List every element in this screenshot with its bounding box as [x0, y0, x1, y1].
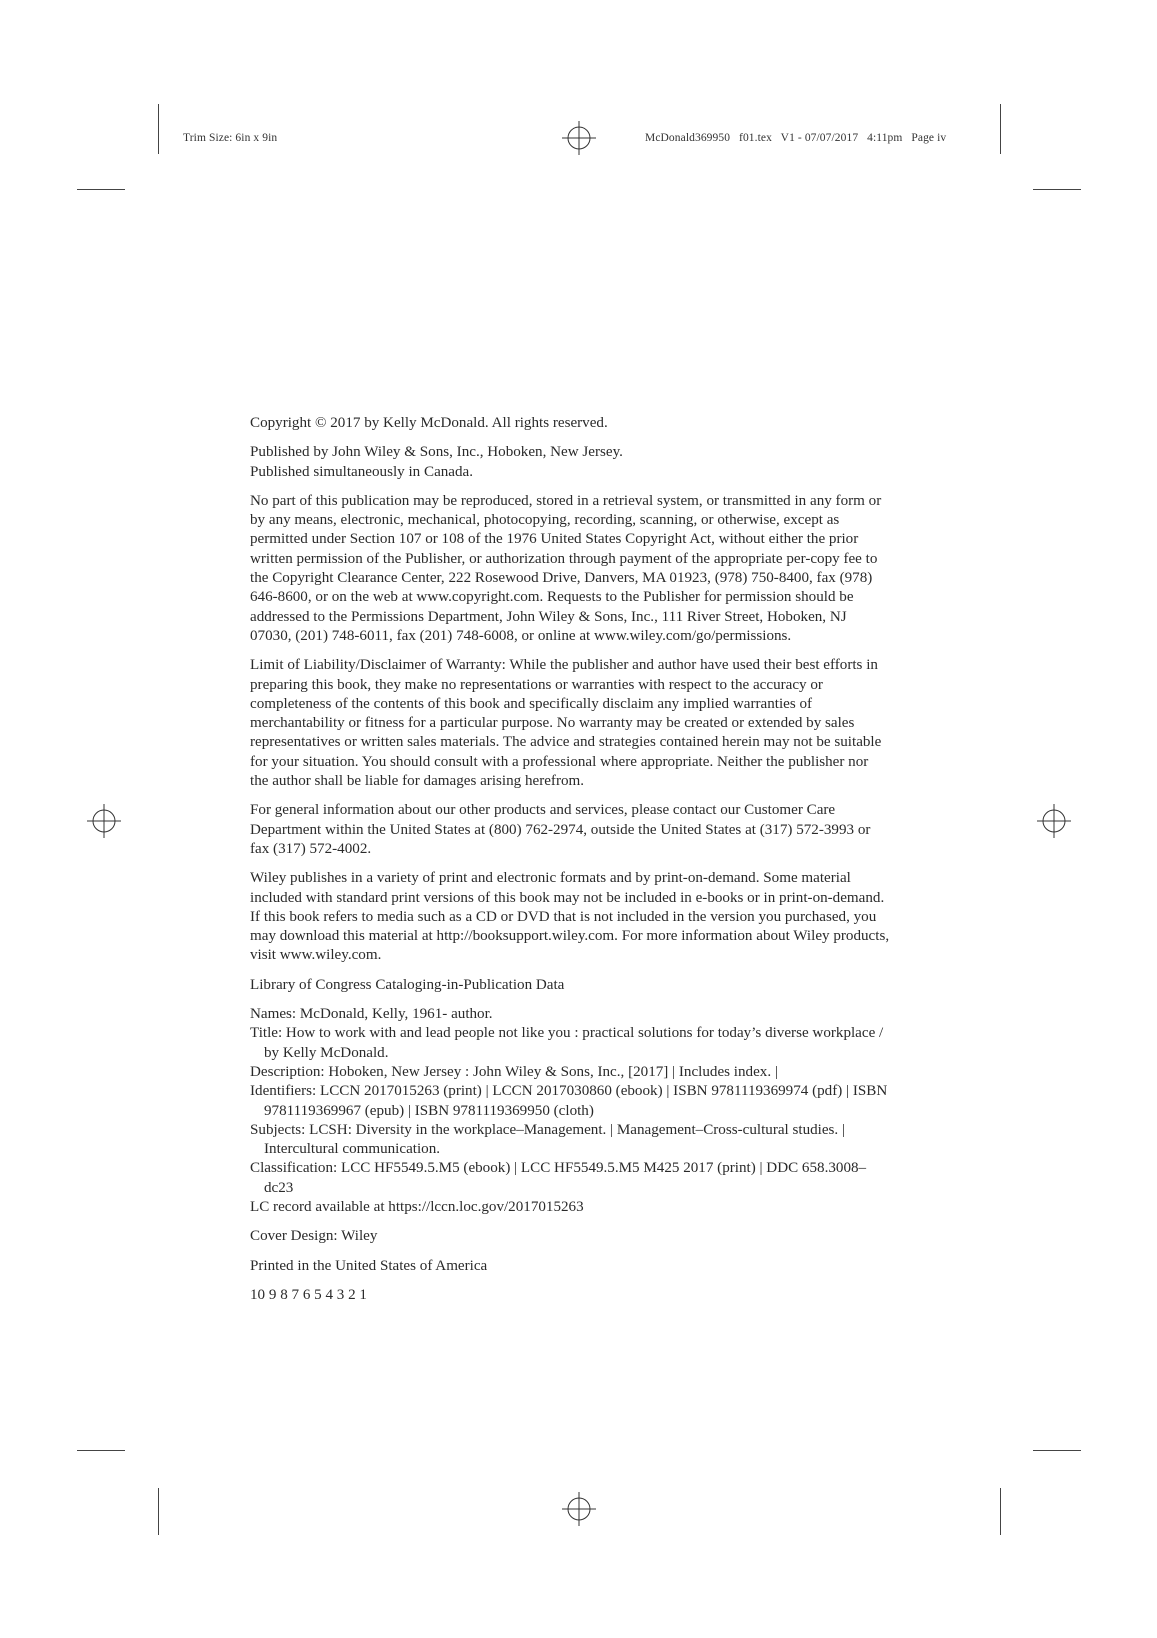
- file-info-label: McDonald369950 f01.tex V1 - 07/07/2017 4:11pm Page iv: [645, 132, 947, 144]
- registration-mark-icon: [1037, 804, 1071, 838]
- printed-in-line: Printed in the United States of America: [250, 1257, 488, 1274]
- general-info-paragraph: For general information about our other products and services, please contact our Customer Care Department within the United States at (800) 762-2974, outside the United States at (317) 572-3993 or fax (317) 572-4002.: [250, 802, 871, 857]
- copyright-notice: Copyright © 2017 by Kelly McDonald. All rights reserved.: [250, 415, 608, 431]
- cip-entry: Classification: LCC HF5549.5.M5 (ebook) | LCC HF5549.5.M5 M425 2017 (print) | DDC 658.3008–dc23: [250, 1160, 867, 1196]
- printing-line: 10 9 8 7 6 5 4 3 2 1: [250, 1286, 367, 1303]
- crop-mark-right-bottom: [1033, 1450, 1081, 1451]
- cip-entry: Names: McDonald, Kelly, 1961- author.: [250, 1006, 493, 1023]
- cip-entry: Title: How to work with and lead people not like you : practical solutions for today’s diverse workplace / by Kelly McDonald.: [250, 1025, 884, 1061]
- trim-size-label: Trim Size: 6in x 9in: [183, 132, 278, 144]
- crop-mark-left-bottom: [77, 1450, 125, 1451]
- registration-mark-icon: [87, 804, 121, 838]
- formats-paragraph: Wiley publishes in a variety of print and electronic formats and by print-on-demand. Some material included with standard print versions of this book may not be included in e-books or in print-on-demand. If this book refers to media such as a CD or DVD that is not included in the version you purchased, you may download this material at http://booksupport.wiley.com. For more information about Wiley products, visit www.wiley.com.: [250, 870, 890, 964]
- crop-mark-bottom-left: [158, 1488, 159, 1535]
- crop-mark-bottom-right: [1000, 1488, 1001, 1535]
- copyright-content: [250, 414, 890, 1315]
- registration-mark-icon: [562, 121, 596, 155]
- cover-design-line: Cover Design: Wiley: [250, 1228, 378, 1245]
- crop-mark-top-left: [158, 104, 159, 154]
- cip-entry: Description: Hoboken, New Jersey : John Wiley & Sons, Inc., [2017] | Includes index. |: [250, 1063, 778, 1080]
- cip-entry: Identifiers: LCCN 2017015263 (print) | LCCN 2017030860 (ebook) | ISBN 9781119369974 (pdf) | ISBN 9781119369967 (epub) | ISBN 9781119369950 (cloth): [250, 1083, 888, 1119]
- crop-mark-left-top: [77, 189, 125, 190]
- registration-mark-icon: [562, 1492, 596, 1526]
- canada-line: Published simultaneously in Canada.: [250, 463, 474, 480]
- crop-mark-top-right: [1000, 104, 1001, 154]
- publisher-line: Published by John Wiley & Sons, Inc., Hoboken, New Jersey.: [250, 444, 623, 461]
- cip-entry: LC record available at https://lccn.loc.gov/2017015263: [250, 1198, 584, 1215]
- reproduction-paragraph: No part of this publication may be reproduced, stored in a retrieval system, or transmitted in any form or by any means, electronic, mechanical, photocopying, recording, scanning, or otherwise, except as permitted under Section 107 or 108 of the 1976 United States Copyright Act, without either the prior written permission of the Publisher, or authorization through payment of the appropriate per-copy fee to the Copyright Clearance Center, 222 Rosewood Drive, Danvers, MA 01923, (978) 750-8400, fax (978) 646-8600, or on the web at www.copyright.com. Requests to the Publisher for permission should be addressed to the Permissions Department, John Wiley & Sons, Inc., 111 River Street, Hoboken, NJ 07030, (201) 748-6011, fax (201) 748-6008, or online at www.wiley.com/go/permissions.: [250, 492, 882, 644]
- cip-heading: Library of Congress Cataloging-in-Publication Data: [250, 976, 565, 993]
- cip-entry: Subjects: LCSH: Diversity in the workplace–Management. | Management–Cross-cultural studies. | Intercultural communication.: [250, 1121, 846, 1158]
- cip-data-block: [250, 1005, 890, 1217]
- crop-mark-right-top: [1033, 189, 1081, 190]
- liability-paragraph: Limit of Liability/Disclaimer of Warranty: While the publisher and author have used their best efforts in preparing this book, they make no representations or warranties with respect to the accuracy or completeness of the contents of this book and specifically disclaim any implied warranties of merchantability or fitness for a particular purpose. No warranty may be created or extended by sales representatives or written sales materials. The advice and strategies contained herein may not be suitable for your situation. You should consult with a professional where appropriate. Neither the publisher nor the author shall be liable for damages arising herefrom.: [250, 657, 882, 790]
